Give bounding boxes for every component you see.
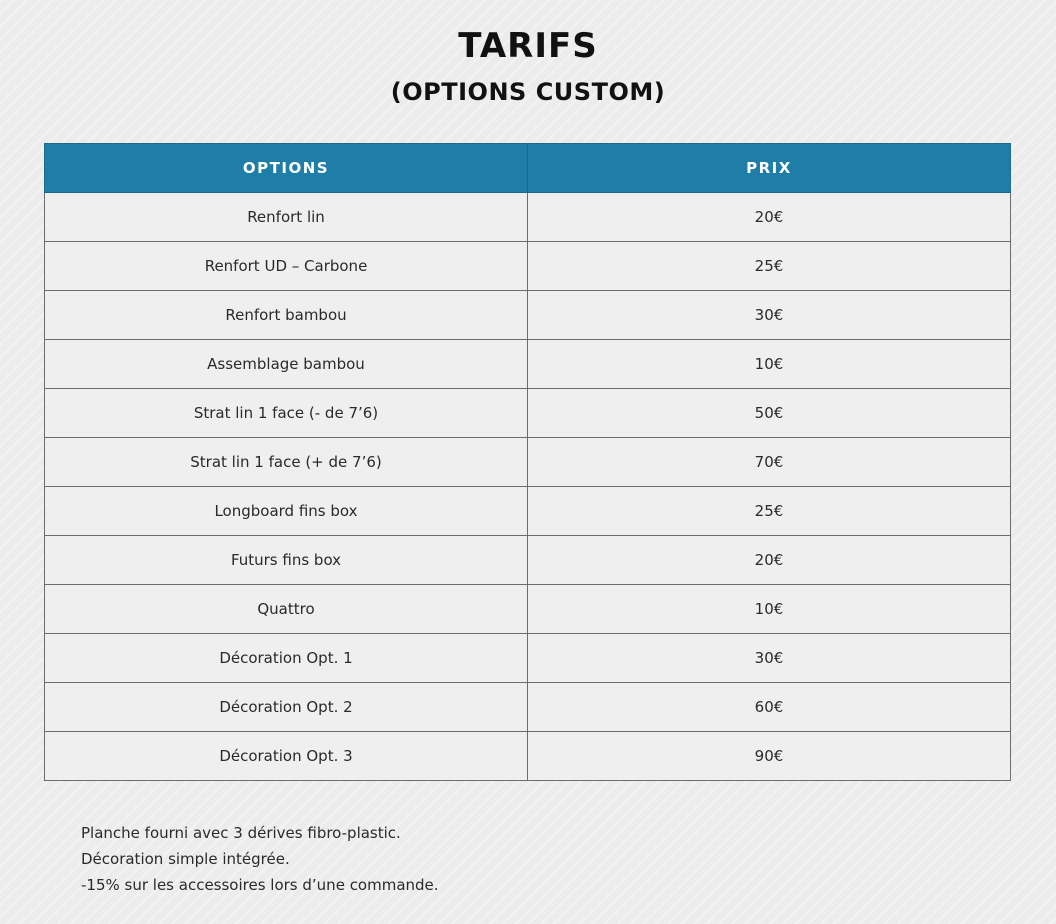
price-cell: 10€ — [528, 585, 1011, 634]
option-cell: Décoration Opt. 2 — [45, 683, 528, 732]
table-header-row — [45, 144, 1011, 193]
table-row — [45, 732, 1011, 781]
price-cell: 10€ — [528, 340, 1011, 389]
option-cell: Décoration Opt. 3 — [45, 732, 528, 781]
price-cell: 50€ — [528, 389, 1011, 438]
column-header-price: PRIX — [528, 144, 1011, 193]
option-cell: Futurs fins box — [45, 536, 528, 585]
table-row — [45, 536, 1011, 585]
notes-block — [81, 820, 439, 898]
note-line: Décoration simple intégrée. — [81, 850, 290, 868]
price-cell: 30€ — [528, 634, 1011, 683]
price-cell: 60€ — [528, 683, 1011, 732]
price-cell: 20€ — [528, 193, 1011, 242]
page-subtitle: (OPTIONS CUSTOM) — [390, 78, 666, 106]
price-cell: 90€ — [528, 732, 1011, 781]
pricing-table-container — [44, 143, 1011, 781]
option-cell: Assemblage bambou — [45, 340, 528, 389]
option-cell: Renfort UD – Carbone — [45, 242, 528, 291]
page-title: TARIFS — [458, 26, 598, 66]
table-row — [45, 193, 1011, 242]
note-line: -15% sur les accessoires lors d’une commande. — [81, 876, 439, 894]
table-row — [45, 585, 1011, 634]
option-cell: Décoration Opt. 1 — [45, 634, 528, 683]
column-header-options: OPTIONS — [45, 144, 528, 193]
option-cell: Quattro — [45, 585, 528, 634]
table-row — [45, 340, 1011, 389]
table-row — [45, 242, 1011, 291]
table-row — [45, 634, 1011, 683]
table-header — [45, 144, 1011, 193]
option-cell: Strat lin 1 face (+ de 7’6) — [45, 438, 528, 487]
note-line: Planche fourni avec 3 dérives fibro-plastic. — [81, 824, 401, 842]
option-cell: Renfort bambou — [45, 291, 528, 340]
table-row — [45, 487, 1011, 536]
option-cell: Strat lin 1 face (- de 7’6) — [45, 389, 528, 438]
option-cell: Longboard fins box — [45, 487, 528, 536]
table-row — [45, 389, 1011, 438]
table-row — [45, 683, 1011, 732]
table-row — [45, 291, 1011, 340]
price-cell: 25€ — [528, 242, 1011, 291]
table-row — [45, 438, 1011, 487]
price-cell: 70€ — [528, 438, 1011, 487]
option-cell: Renfort lin — [45, 193, 528, 242]
pricing-table — [44, 143, 1011, 781]
price-cell: 25€ — [528, 487, 1011, 536]
price-cell: 20€ — [528, 536, 1011, 585]
price-cell: 30€ — [528, 291, 1011, 340]
table-body — [45, 193, 1011, 781]
